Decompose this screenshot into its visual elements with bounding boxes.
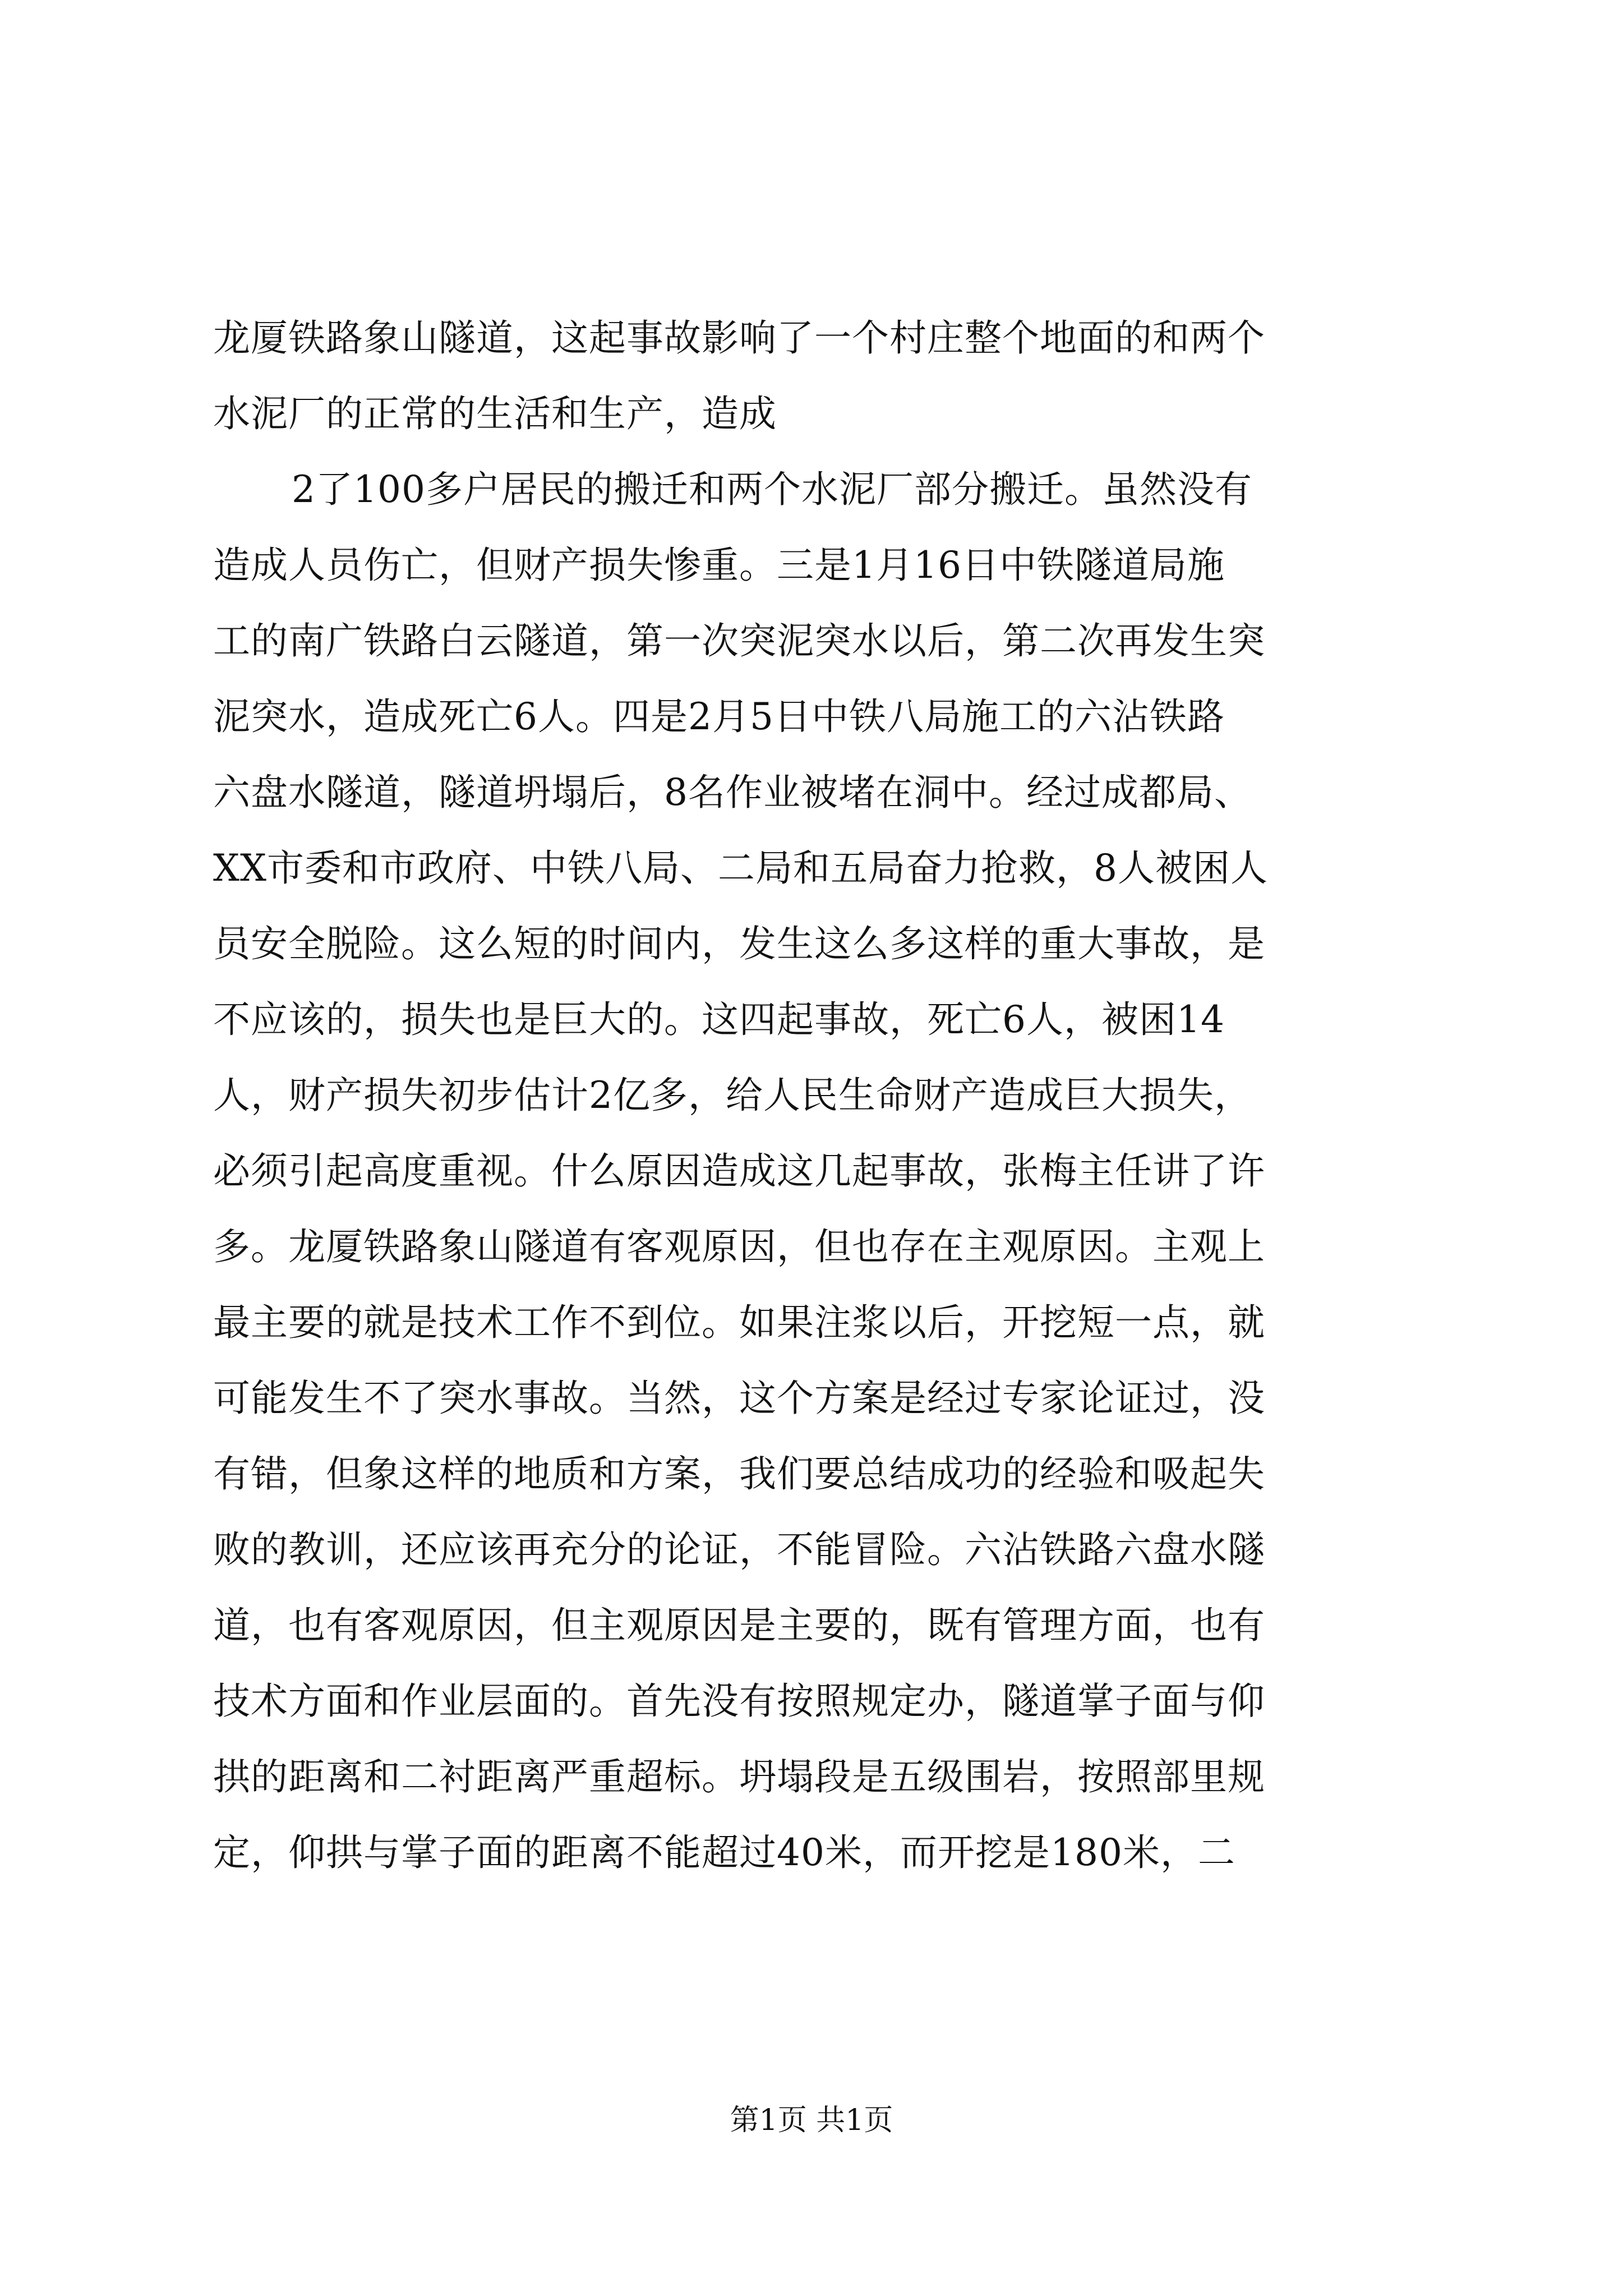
text-line-15: 可能发生不了突水事故。当然，这个方案是经过专家论证过，没	[213, 1377, 1265, 1420]
page-footer: 第1页 共1页	[730, 2104, 893, 2137]
text-line-21: 定，仰拱与掌子面的距离不能超过40米，而开挖是180米，二	[213, 1831, 1235, 1874]
text-line-2: 水泥厂的正常的生活和生产，造成	[213, 392, 777, 435]
text-line-7: 六盘水隧道，隧道坍塌后，8名作业被堵在洞中。经过成都局、	[213, 771, 1252, 814]
text-line-20: 拱的距离和二衬距离严重超标。坍塌段是五级围岩，按照部里规	[213, 1755, 1265, 1798]
text-line-13: 多。龙厦铁路象山隧道有客观原因，但也存在主观原因。主观上	[213, 1225, 1265, 1268]
text-line-8: XX市委和市政府、中铁八局、二局和五局奋力抢救，8人被困人	[213, 846, 1268, 890]
text-line-10: 不应该的，损失也是巨大的。这四起事故，死亡6人，被困14	[213, 998, 1225, 1041]
document-body	[213, 300, 1413, 1890]
text-line-9: 员安全脱险。这么短的时间内，发生这么多这样的重大事故，是	[213, 922, 1265, 965]
text-line-1: 龙厦铁路象山隧道，这起事故影响了一个村庄整个地面的和两个	[213, 316, 1265, 360]
text-line-6: 泥突水，造成死亡6人。四是2月5日中铁八局施工的六沾铁路	[213, 695, 1225, 738]
text-line-16: 有错，但象这样的地质和方案，我们要总结成功的经验和吸起失	[213, 1452, 1265, 1496]
text-line-4: 造成人员伤亡，但财产损失惨重。三是1月16日中铁隧道局施	[213, 544, 1225, 587]
text-line-19: 技术方面和作业层面的。首先没有按照规定办，隧道掌子面与仰	[213, 1680, 1265, 1723]
text-line-11: 人，财产损失初步估计2亿多，给人民生命财产造成巨大损失，	[213, 1074, 1252, 1117]
text-line-18: 道，也有客观原因，但主观原因是主要的，既有管理方面，也有	[213, 1604, 1265, 1647]
text-line-5: 工的南广铁路白云隧道，第一次突泥突水以后，第二次再发生突	[213, 619, 1265, 662]
text-line-3: 2了100多户居民的搬迁和两个水泥厂部分搬迁。虽然没有	[292, 468, 1252, 511]
text-line-14: 最主要的就是技术工作不到位。如果注浆以后，开挖短一点，就	[213, 1301, 1265, 1344]
text-line-12: 必须引起高度重视。什么原因造成这几起事故，张梅主任讲了许	[213, 1149, 1265, 1193]
text-line-17: 败的教训，还应该再充分的论证，不能冒险。六沾铁路六盘水隧	[213, 1528, 1265, 1571]
